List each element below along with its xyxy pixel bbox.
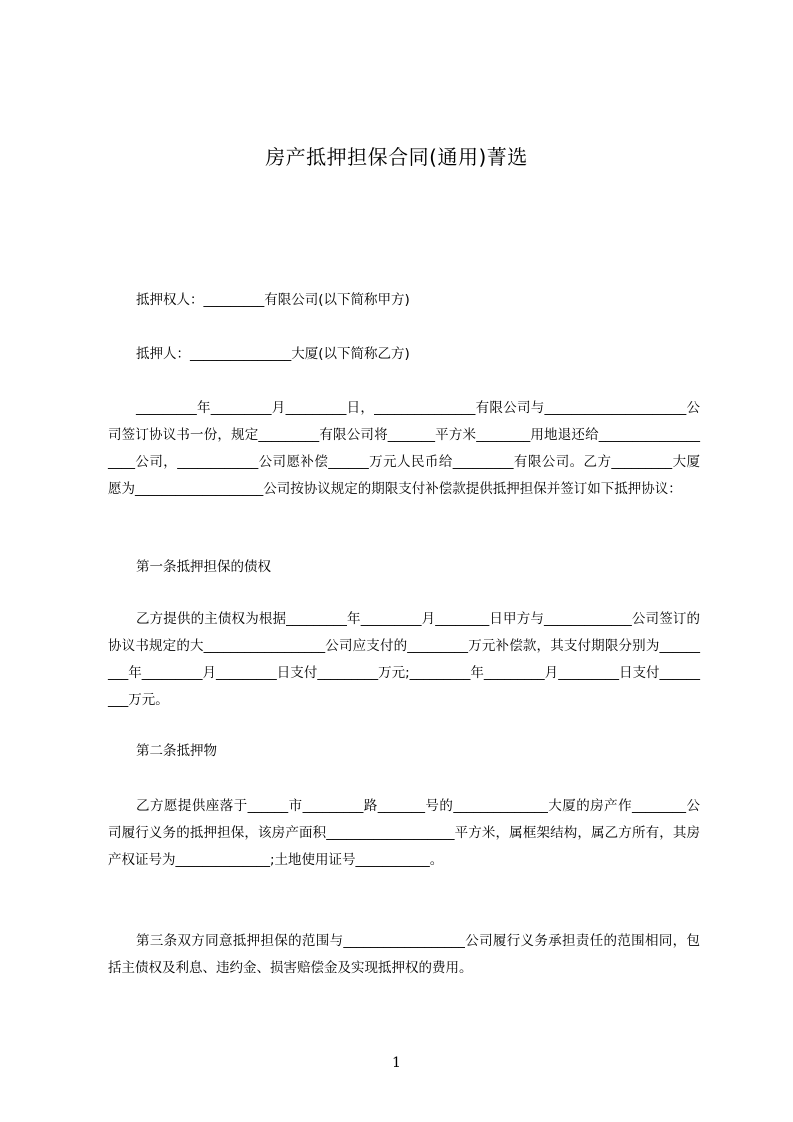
article-3-body: 第三条双方同意抵押担保的范围与__________________公司履行义务承担责任的范围相同，包括主债权及利息、违约金、损害赔偿金及实现抵押权的费用。 bbox=[108, 933, 700, 976]
mortgagor-line: 抵押人：_______________大厦(以下简称乙方) bbox=[136, 346, 410, 362]
intro-paragraph: _________年_________月_________日，_______________有限公司与_____________________公司签订协议书一份，规定_________有限公司将_______平方米________用地退还给___________________公司，____________公司愿补偿______万元人民币给_________有限公司。乙方_________大厦愿为___________________公司按协议规定的期限支付补偿款提供抵押担保并签订如下抵押协议： bbox=[108, 400, 700, 497]
page-number: 1 bbox=[392, 1055, 401, 1071]
mortgagee-line: 抵押权人：_________有限公司(以下简称甲方) bbox=[136, 292, 410, 308]
article-1-body: 乙方提供的主债权为根据_________年_________月________日甲方与_____________公司签订的协议书规定的大__________________公司应支付的_________万元补偿款，其支付期限分别为_________年_________月_________日支付_________万元;_________年_________月_________日支付_________万元。 bbox=[108, 611, 700, 708]
article-2-heading: 第二条抵押物 bbox=[136, 743, 217, 759]
document-title: 房产抵押担保合同(通用)菁选 bbox=[265, 145, 528, 169]
article-1-heading: 第一条抵押担保的债权 bbox=[136, 559, 271, 575]
article-2-body: 乙方愿提供座落于______市_________路_______号的______________大厦的房产作________公司履行义务的抵押担保，该房产面积___________________平方米，属框架结构，属乙方所有，其房产权证号为______________;土地使用证号___________。 bbox=[108, 798, 700, 868]
